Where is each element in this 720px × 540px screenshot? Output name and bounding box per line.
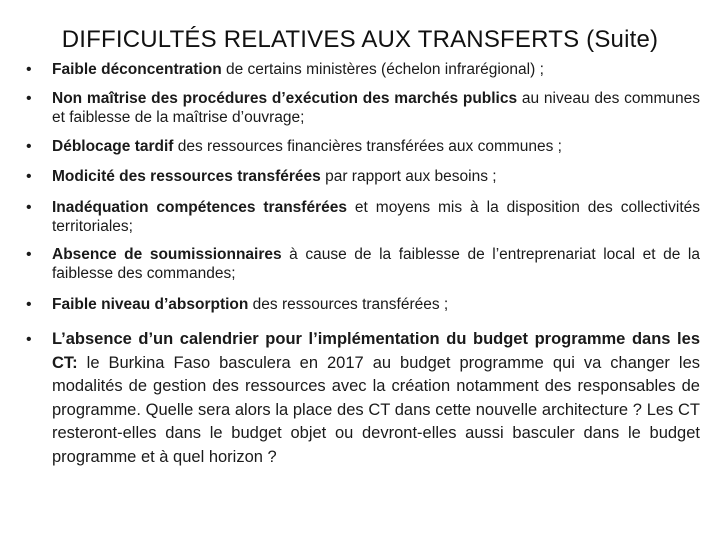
bullet-bold-text: Faible niveau d’absorption (52, 295, 249, 313)
bullet-item (24, 167, 700, 187)
bullet-text: par rapport aux besoins ; (320, 168, 497, 185)
bullet-item (24, 328, 700, 469)
bullet-icon: • (26, 198, 32, 216)
bullet-text: des ressources transférées ; (248, 295, 449, 313)
bullet-icon: • (26, 137, 32, 155)
bullet-item (24, 295, 700, 315)
bullet-icon: • (26, 61, 32, 78)
bullet-text: au niveau des communes et faiblesse de la maîtrise d’ouvrage; (52, 89, 700, 126)
bullet-bold-text: Inadéquation compétences transférées (52, 198, 347, 216)
bullet-text: le Burkina Faso basculera en 2017 au budget programme qui va changer les modalités de gestion des ressources avec la création notamment des responsables de programme. Quelle sera alors la place des CT dans cette nouvelle architecture ? Les CT resteront-elles dans le budget objet ou devront-elles aussi basculer dans le budget programme et à quel horizon ? (52, 353, 700, 466)
bullet-text: de certains ministères (échelon infrarégional) ; (221, 61, 544, 78)
bullet-item (24, 60, 700, 80)
bullet-text: à cause de la faiblesse de l’entreprenariat local et de la faiblesse des commandes; (52, 245, 701, 282)
bullet-item (24, 89, 700, 128)
bullet-icon: • (26, 331, 32, 348)
bullet-icon: • (26, 168, 32, 185)
slide-title: DIFFICULTÉS RELATIVES AUX TRANSFERTS (Suite) (61, 26, 659, 53)
bullet-bold-text: L’absence d’un calendrier pour l’implémentation du budget programme dans les CT: (52, 330, 700, 372)
bullet-bold-text: Faible déconcentration (52, 61, 222, 78)
bullet-item (24, 198, 700, 237)
bullet-icon: • (26, 295, 32, 313)
bullet-bold-text: Déblocage tardif (52, 137, 174, 155)
bullet-item (24, 137, 700, 157)
bullet-list (24, 60, 700, 469)
bullet-text: des ressources financières transférées aux communes ; (173, 137, 562, 155)
bullet-bold-text: Absence de soumissionnaires (52, 245, 282, 263)
bullet-item (24, 245, 700, 284)
bullet-bold-text: Modicité des ressources transférées (52, 168, 321, 185)
bullet-bold-text: Non maîtrise des procédures d’exécution des marchés publics (52, 89, 518, 107)
bullet-text: et moyens mis à la disposition des collectivités territoriales; (52, 198, 700, 235)
bullet-icon: • (26, 245, 32, 263)
bullet-icon: • (26, 89, 32, 107)
